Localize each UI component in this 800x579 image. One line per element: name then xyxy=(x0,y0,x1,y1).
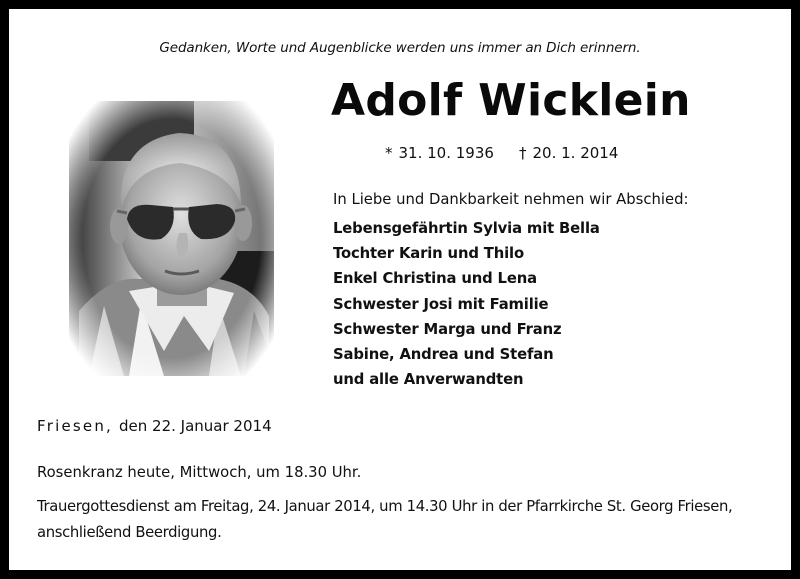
birth-date-value: 31. 10. 1936 xyxy=(398,144,494,162)
birth-date xyxy=(385,144,494,162)
notice-date: den 22. Januar 2014 xyxy=(119,417,272,435)
death-cross-icon: † xyxy=(519,144,527,162)
mourner-line: Schwester Marga und Franz xyxy=(333,320,562,338)
deceased-name: Adolf Wicklein xyxy=(331,75,691,126)
mourner-line: Enkel Christina und Lena xyxy=(333,270,537,288)
death-date xyxy=(519,144,618,162)
farewell-intro: In Liebe und Dankbarkeit nehmen wir Abschied: xyxy=(333,191,689,208)
place-name: Friesen, xyxy=(37,417,114,435)
mourner-line: Lebensgefährtin Sylvia mit Bella xyxy=(333,220,600,237)
mourner-line: Schwester Josi mit Familie xyxy=(333,295,549,313)
funeral-service-notice: Trauergottesdienst am Freitag, 24. Januar 2014, um 14.30 Uhr in der Pfarrkirche St. Georg Friesen, anschließend Beerdigung. xyxy=(37,498,733,541)
birth-asterisk-icon: * xyxy=(385,144,393,162)
rosary-notice: Rosenkranz heute, Mittwoch, um 18.30 Uhr. xyxy=(37,464,362,481)
memorial-motto: Gedanken, Worte und Augenblicke werden uns immer an Dich erinnern. xyxy=(159,40,641,56)
death-date-value: 20. 1. 2014 xyxy=(532,144,619,162)
mourner-line: und alle Anverwandten xyxy=(333,371,524,389)
portrait-photo-icon xyxy=(69,101,274,376)
mourners-list xyxy=(333,216,600,392)
place-and-date xyxy=(37,417,272,435)
mourner-line: Sabine, Andrea und Stefan xyxy=(333,346,554,364)
mourner-line: Tochter Karin und Thilo xyxy=(333,245,524,263)
portrait-photo xyxy=(69,101,274,376)
